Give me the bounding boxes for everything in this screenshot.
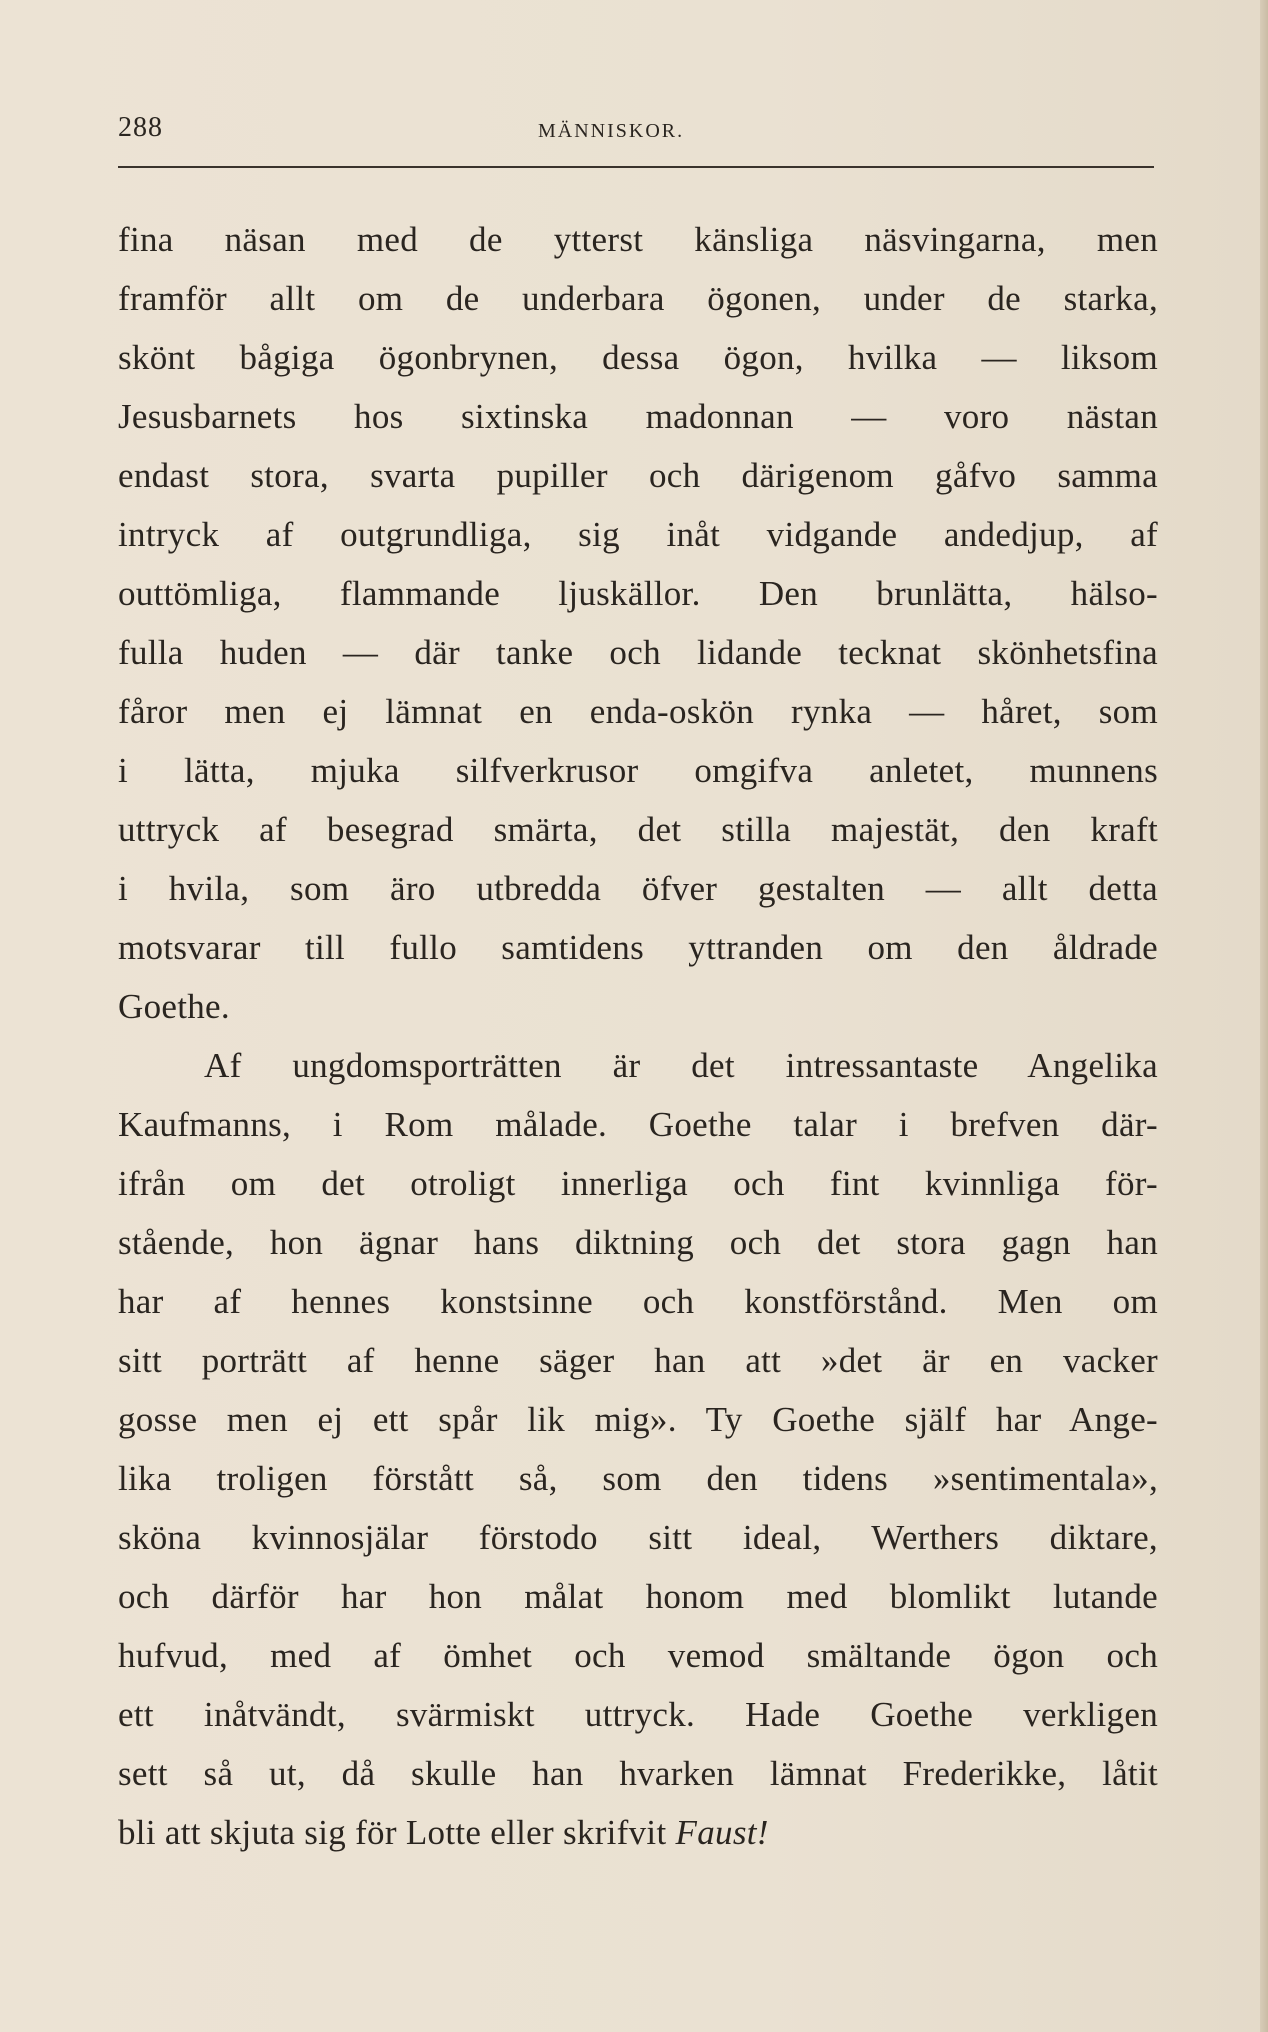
final-text-line [118, 1803, 1158, 1862]
text-line: gosse men ej ett spår lik mig». Ty Goethe själf har Ange- [118, 1400, 1158, 1439]
final-line-text: bli att skjuta sig för Lotte eller skrifvit [118, 1813, 667, 1852]
header-rule [118, 166, 1154, 168]
running-head: MÄNNISKOR. [538, 120, 685, 142]
text-line: fulla huden — där tanke och lidande tecknat skönhetsfina [118, 633, 1158, 672]
page-edge [1260, 0, 1268, 2032]
text-line: i hvila, som äro utbredda öfver gestalten — allt detta [118, 869, 1158, 908]
text-line: ifrån om det otroligt innerliga och fint kvinnliga för- [118, 1164, 1158, 1203]
text-line: outtömliga, flammande ljuskällor. Den brunlätta, hälso- [118, 574, 1158, 613]
text-line: fina näsan med de ytterst känsliga näsvingarna, men [118, 220, 1158, 259]
text-line: endast stora, svarta pupiller och därigenom gåfvo samma [118, 456, 1158, 495]
text-line: framför allt om de underbara ögonen, under de starka, [118, 279, 1158, 318]
text-line: Jesusbarnets hos sixtinska madonnan — voro nästan [118, 397, 1158, 436]
page-header [118, 112, 1156, 156]
page-number: 288 [118, 112, 163, 143]
text-line: Kaufmanns, i Rom målade. Goethe talar i brefven där- [118, 1105, 1158, 1144]
text-line: sitt porträtt af henne säger han att »det är en vacker [118, 1341, 1158, 1380]
text-line: hufvud, med af ömhet och vemod smältande ögon och [118, 1636, 1158, 1675]
text-line: i lätta, mjuka silfverkrusor omgifva anletet, munnens [118, 751, 1158, 790]
text-line: Goethe. [118, 987, 230, 1026]
body-text [118, 210, 1158, 1862]
text-line: Af ungdomsporträtten är det intressantaste Angelika [204, 1046, 1158, 1085]
text-line: skönt bågiga ögonbrynen, dessa ögon, hvilka — liksom [118, 338, 1158, 377]
text-line: lika troligen förstått så, som den tidens »sentimentala», [118, 1459, 1158, 1498]
text-line: stående, hon ägnar hans diktning och det stora gagn han [118, 1223, 1158, 1262]
text-line: ett inåtvändt, svärmiskt uttryck. Hade Goethe verkligen [118, 1695, 1158, 1734]
text-line: intryck af outgrundliga, sig inåt vidgande andedjup, af [118, 515, 1158, 554]
text-line: motsvarar till fullo samtidens yttranden om den åldrade [118, 928, 1158, 967]
text-line: uttryck af besegrad smärta, det stilla majestät, den kraft [118, 810, 1158, 849]
text-line: fåror men ej lämnat en enda-oskön rynka — håret, som [118, 692, 1158, 731]
faust-title: Faust! [675, 1813, 769, 1852]
text-line: sett så ut, då skulle han hvarken lämnat Frederikke, låtit [118, 1754, 1158, 1793]
text-line: sköna kvinnosjälar förstodo sitt ideal, Werthers diktare, [118, 1518, 1158, 1557]
text-line: har af hennes konstsinne och konstförstånd. Men om [118, 1282, 1158, 1321]
text-line: och därför har hon målat honom med blomlikt lutande [118, 1577, 1158, 1616]
